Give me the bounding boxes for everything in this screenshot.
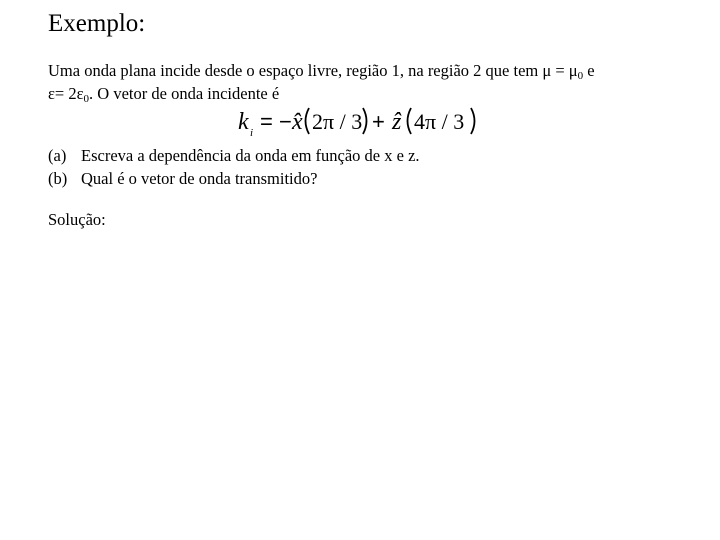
solution-label: Solução: xyxy=(48,210,106,229)
eq-plus: + xyxy=(372,109,385,134)
eq-term-1: 2π / 3 xyxy=(312,109,363,134)
question-text-a: Escreva a dependência da onda em função de x e z. xyxy=(81,146,420,165)
eq-term-2: 4π / 3 xyxy=(414,109,465,134)
problem-line-1-end: e xyxy=(583,61,595,80)
problem-line-1-text: Uma onda plana incide desde o espaço livre, região 1, na região 2 que tem μ = μ xyxy=(48,61,578,80)
problem-statement xyxy=(48,59,688,105)
question-label-a: (a) xyxy=(48,146,67,165)
eq-z-hat: ẑ xyxy=(392,109,402,135)
problem-line-2-start: ε= 2ε xyxy=(48,84,84,103)
epsilon-subscript: 0 xyxy=(83,93,90,105)
question-item-b xyxy=(48,167,420,190)
question-label-b: (b) xyxy=(48,169,68,188)
eq-k: k xyxy=(238,109,249,135)
eq-k-subscript: i xyxy=(250,127,254,139)
problem-line-1 xyxy=(48,59,688,82)
eq-paren-open-2 xyxy=(408,108,412,134)
mu-subscript: 0 xyxy=(577,70,584,82)
eq-paren-close-1 xyxy=(363,108,367,134)
question-list xyxy=(48,144,420,190)
eq-equals-minus: = − xyxy=(260,109,292,134)
question-item-a xyxy=(48,144,420,167)
question-text-b: Qual é o vetor de onda transmitido? xyxy=(81,169,318,188)
problem-line-2-end: . O vetor de onda incidente é xyxy=(89,84,280,103)
slide-title: Exemplo: xyxy=(48,10,146,37)
eq-paren-open-1 xyxy=(306,108,310,134)
eq-paren-close-2 xyxy=(471,108,475,134)
incident-wave-vector-equation xyxy=(236,102,486,140)
eq-x-hat: x̂ xyxy=(292,109,303,135)
